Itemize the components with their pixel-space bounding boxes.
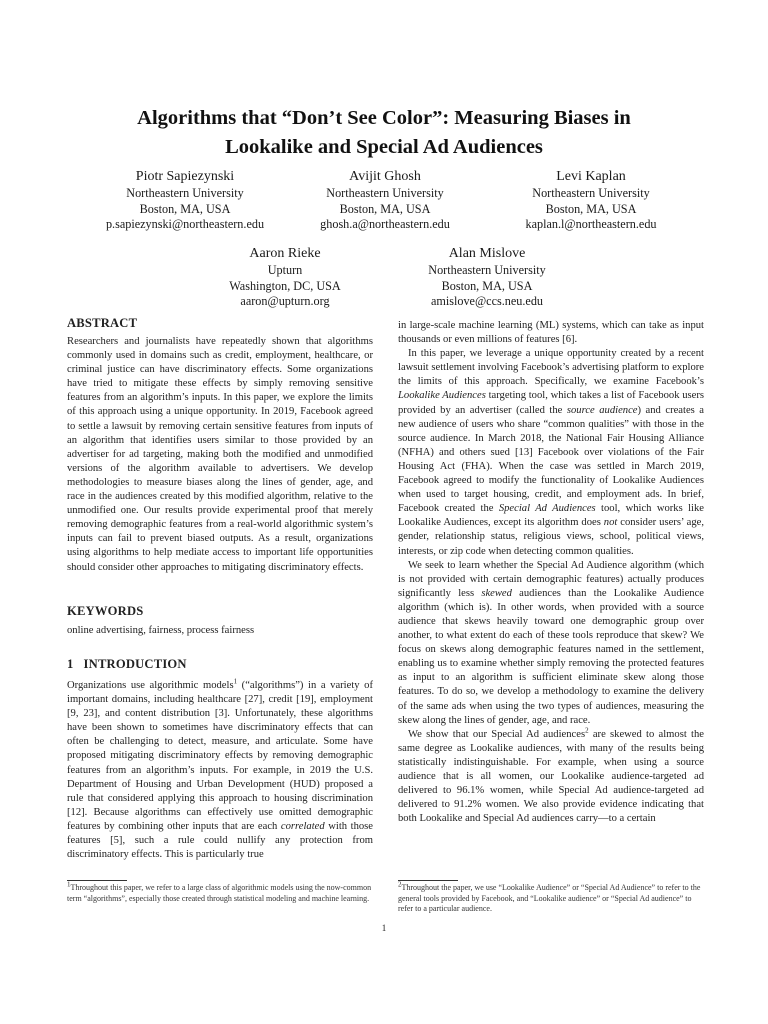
author-location: Boston, MA, USA [139, 201, 231, 216]
author-affiliation: Northeastern University [326, 186, 444, 200]
intro-emphasis: Special Ad Audiences [498, 503, 596, 515]
author-email: amislove@ccs.neu.edu [430, 294, 544, 308]
author-location: Boston, MA, USA [545, 201, 637, 216]
intro-continuation: in large-scale machine learning (ML) systems, which can take as input thousands or even millions of features [6]. [398, 320, 704, 346]
footnote-rule [398, 880, 458, 881]
intro-paragraph-3 [398, 559, 704, 728]
author-block [486, 168, 696, 233]
intro-text-part: In this paper, we leverage a unique opportunity created by a recent lawsuit settlement involving Facebook’s advertising platform to explore the limits of this approach. Specifically, we examine Facebook’s [398, 348, 704, 388]
author-block [180, 245, 390, 310]
author-name: Levi Kaplan [556, 169, 626, 184]
author-block [382, 245, 592, 310]
abstract-paragraph: Researchers and journalists have repeatedly shown that algorithms commonly used in domains such as credit, employment, healthcare, or criminal justice can have discriminatory effects. Some organizations have tried to mitigate these effects by simply removing sensitive features from an algorithm’s inputs. In this paper, we explore the limits of this approach using a unique opportunity. In 2019, Facebook agreed to settle a lawsuit by removing certain sensitive features from inputs of an algorithm that identifies users similar to those provided by an advertiser for ad targeting, making both the modified and unmodified versions of the algorithm available to advertisers. We develop methodologies to measure biases along the lines of gender, age, and race in the audiences created by this modified algorithm, relative to the unmodified one. Our results provide experimental proof that merely removing demographic features from a real-world algorithmic system’s inputs can fail to prevent biased outputs. As a result, organizations using algorithms to help mediate access to important life opportunities should consider other approaches to mitigating discriminatory effects. [67, 336, 373, 573]
author-block [280, 168, 490, 233]
author-name: Aaron Rieke [249, 246, 321, 261]
author-email: kaplan.l@northeastern.edu [525, 217, 657, 231]
footnote-1 [67, 880, 375, 904]
author-name: Alan Mislove [448, 246, 526, 261]
author-affiliation: Northeastern University [126, 186, 244, 200]
author-location: Boston, MA, USA [339, 201, 431, 216]
intro-text-part: are skewed to almost the same degree as Lookalike audiences, with many of the results being statistically indistinguishable. For example, when using a source audience that is all women, our Lookalike audience-targeted ad delivered to 96.1% women, while Special Ad audience-targeted ad delivered to 91.2% women. We also provide evidence indicating that both Lookalike and Special Ad audiences carry—to a certain [398, 728, 704, 825]
footnote-marker: 1 [233, 677, 238, 686]
author-email: p.sapiezynski@northeastern.edu [105, 217, 265, 231]
author-affiliation: Northeastern University [428, 263, 546, 277]
footnote-rule [67, 880, 127, 881]
page-number: 1 [381, 923, 387, 933]
keywords-paragraph: online advertising, fairness, process fairness [67, 625, 255, 636]
title-line-1: Algorithms that “Don’t See Color”: Measuring Biases in [137, 107, 631, 129]
author-affiliation: Northeastern University [532, 186, 650, 200]
abstract-heading: ABSTRACT [67, 316, 138, 330]
right-column-text [398, 319, 704, 826]
intro-text-part: We show that our Special Ad audiences [408, 728, 586, 740]
intro-text-part: (“algorithms”) in a variety of important domains, including healthcare [27], credit [19], employment [9, 23], and content distribution [3]. Unfortunately, these algorithms have been shown to sometimes have discriminatory effects that can often be challenging to detect, measure, and articulate. Some have proposed mitigating discriminatory effects by removing demographic features from an algorithm’s inputs. For example, in 2019 the U.S. Department of Housing and Urban Development (HUD) proposed a rule that considered applying this approach to housing discrimination [12]. Because algorithms can effectively use omitted demographic features by combining other inputs that are each [67, 680, 373, 832]
intro-emphasis: correlated [280, 820, 325, 832]
footnote-2 [398, 880, 706, 915]
introduction-heading: 1 INTRODUCTION [67, 657, 187, 671]
footnote-text: Throughout the paper, we use “Lookalike Audience” or “Special Ad Audience” to refer to the general tools provided by Facebook, and “Lookalike audience” or “Special Ad audience” to refer to a particular audience. [398, 883, 701, 914]
author-location: Boston, MA, USA [441, 278, 533, 293]
footnote-marker: 2 [398, 880, 402, 889]
intro-text-part: with those features [5], such a rule could nullify any protection from discriminatory effects. This is particularly true [67, 820, 373, 861]
intro-emphasis: not [603, 517, 618, 529]
keywords-heading: KEYWORDS [67, 604, 144, 618]
intro-emphasis: skewed [481, 587, 512, 599]
intro-text-part: audiences than the Lookalike Audience algorithm (which is). In other words, when provided with a source audience that skews heavily toward one demographic group over another, to what extent do each of these tools reproduce that skew? We focus on skews along demographic features named in the settlement, enabling us to examine whether simply removing the protected features as input to an algorithm is sufficient eliminate skew along those features. To do so, we develop a methodology to examine the delivery of the same ads when using the two types of audiences, measuring the skew along the lines of gender, age, and race. [398, 587, 704, 726]
intro-paragraph-2 [398, 347, 704, 558]
intro-text-part: We seek to learn whether the Special Ad Audience algorithm (which is not provided with certain demographic features) actually produces significantly less [398, 559, 704, 599]
intro-text-part: ) and creates a new audience of users who share “common qualities” with those in the source audience. In March 2018, the National Fair Housing Alliance (NFHA) and others sued [13] Facebook over violations of the Fair Housing Act (FHA). When the case was settled in March 2019, Facebook agreed to modify the functionality of Lookalike Audiences when used to target housing, credit, and employment ads. In brief, Facebook created the [398, 404, 704, 515]
author-location: Washington, DC, USA [229, 278, 341, 293]
intro-paragraph-4 [398, 728, 704, 827]
author-email: aaron@upturn.org [240, 294, 330, 308]
footnote-marker: 2 [585, 726, 589, 735]
footnote-text: Throughout this paper, we refer to a large class of algorithmic models using the now-common term “algorithms”, especially those created through statistical modeling and machine learning. [67, 883, 372, 903]
intro-text-part: targeting tool, which takes a list of Facebook users provided by an advertiser (called the [398, 390, 704, 416]
intro-paragraph [67, 679, 373, 862]
intro-emphasis: Lookalike Audiences [398, 390, 486, 402]
intro-text-part: Organizations use algorithmic models [67, 680, 234, 691]
footnote-marker: 1 [67, 880, 71, 889]
abstract-text [67, 335, 373, 575]
author-block [80, 168, 290, 233]
keywords-text [67, 624, 373, 638]
author-affiliation: Upturn [267, 263, 303, 277]
intro-text-part: consider users’ age, gender, relationship status, religious views, school, political views, interests, or zip code when detecting common qualities. [398, 517, 704, 557]
intro-emphasis: source audience [566, 404, 638, 416]
author-name: Piotr Sapiezynski [135, 169, 235, 184]
title-line-2: Lookalike and Special Ad Audiences [225, 136, 543, 158]
introduction-text [67, 679, 373, 862]
paper-title [60, 104, 708, 162]
author-name: Avijit Ghosh [349, 169, 421, 184]
intro-text-part: tool, which works like Lookalike Audiences, except its algorithm does [398, 503, 704, 529]
author-email: ghosh.a@northeastern.edu [320, 217, 450, 231]
